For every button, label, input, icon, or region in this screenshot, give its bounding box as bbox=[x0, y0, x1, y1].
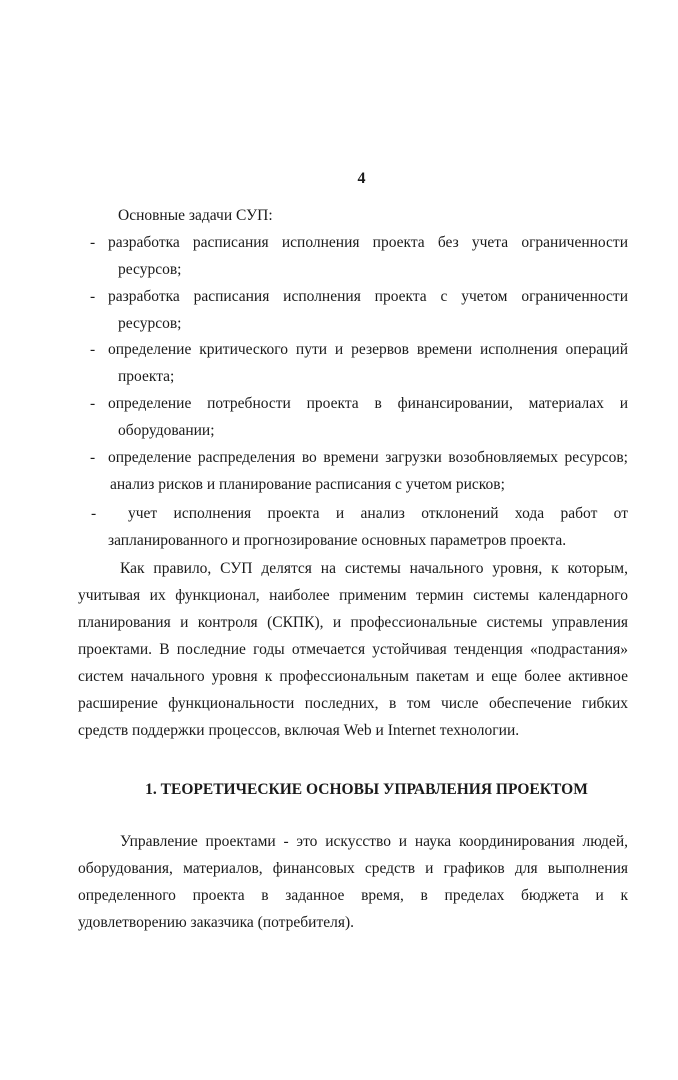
tasks-intro: Основные задачи СУП: bbox=[118, 207, 273, 224]
task-line: разработка расписания исполнения проекта с учетом ограниченности bbox=[108, 288, 628, 305]
task-line: проекта; bbox=[118, 368, 175, 385]
paragraph-line: удовлетворению заказчика (потребителя). bbox=[78, 914, 355, 931]
paragraph-line: Управление проектами - это искусство и наука координирования людей, bbox=[120, 833, 628, 850]
task-line: запланированного и прогнозирование основных параметров проекта. bbox=[108, 532, 567, 549]
section-heading: 1. ТЕОРЕТИЧЕСКИЕ ОСНОВЫ УПРАВЛЕНИЯ ПРОЕКТОМ bbox=[145, 781, 588, 798]
paragraph-line: определенного проекта в заданное время, в пределах бюджета и к bbox=[78, 887, 628, 904]
paragraph-line: Как правило, СУП делятся на системы начального уровня, к которым, bbox=[120, 560, 628, 577]
paragraph-line: учитывая их функционал, наиболее применим термин системы календарного bbox=[78, 587, 628, 604]
bullet-dash: - bbox=[91, 505, 97, 522]
bullet-dash: - bbox=[90, 449, 96, 466]
paragraph-line: планирования и контроля (СКПК), и профессиональные системы управления bbox=[78, 614, 628, 631]
task-line: определение потребности проекта в финансировании, материалах и bbox=[108, 395, 628, 412]
bullet-dash: - bbox=[90, 341, 96, 358]
task-line: определение распределения во времени загрузки возобновляемых ресурсов; bbox=[108, 449, 628, 466]
task-line: анализ рисков и планирование расписания с учетом рисков; bbox=[110, 476, 505, 493]
task-line: ресурсов; bbox=[118, 315, 182, 332]
paragraph-line: систем начального уровня к профессиональным пакетам и еще более активное bbox=[78, 668, 628, 685]
task-line: оборудовании; bbox=[118, 422, 215, 439]
paragraph-line: оборудования, материалов, финансовых средств и графиков для выполнения bbox=[78, 860, 628, 877]
task-line: определение критического пути и резервов времени исполнения операций bbox=[108, 341, 628, 358]
bullet-dash: - bbox=[90, 288, 96, 305]
task-line: учет исполнения проекта и анализ отклонений хода работ от bbox=[128, 505, 628, 522]
bullet-dash: - bbox=[90, 395, 96, 412]
bullet-dash: - bbox=[90, 234, 96, 251]
page-number: 4 bbox=[357, 170, 366, 187]
task-line: ресурсов; bbox=[118, 261, 182, 278]
task-line: разработка расписания исполнения проекта без учета ограниченности bbox=[108, 234, 628, 251]
paragraph-line: проектами. В последние годы отмечается устойчивая тенденция «подрастания» bbox=[78, 641, 628, 658]
paragraph-line: расширение функциональности последних, в том числе обеспечение гибких bbox=[78, 695, 628, 712]
paragraph-line: средств поддержки процессов, включая Web и Internet технологии. bbox=[78, 722, 520, 739]
